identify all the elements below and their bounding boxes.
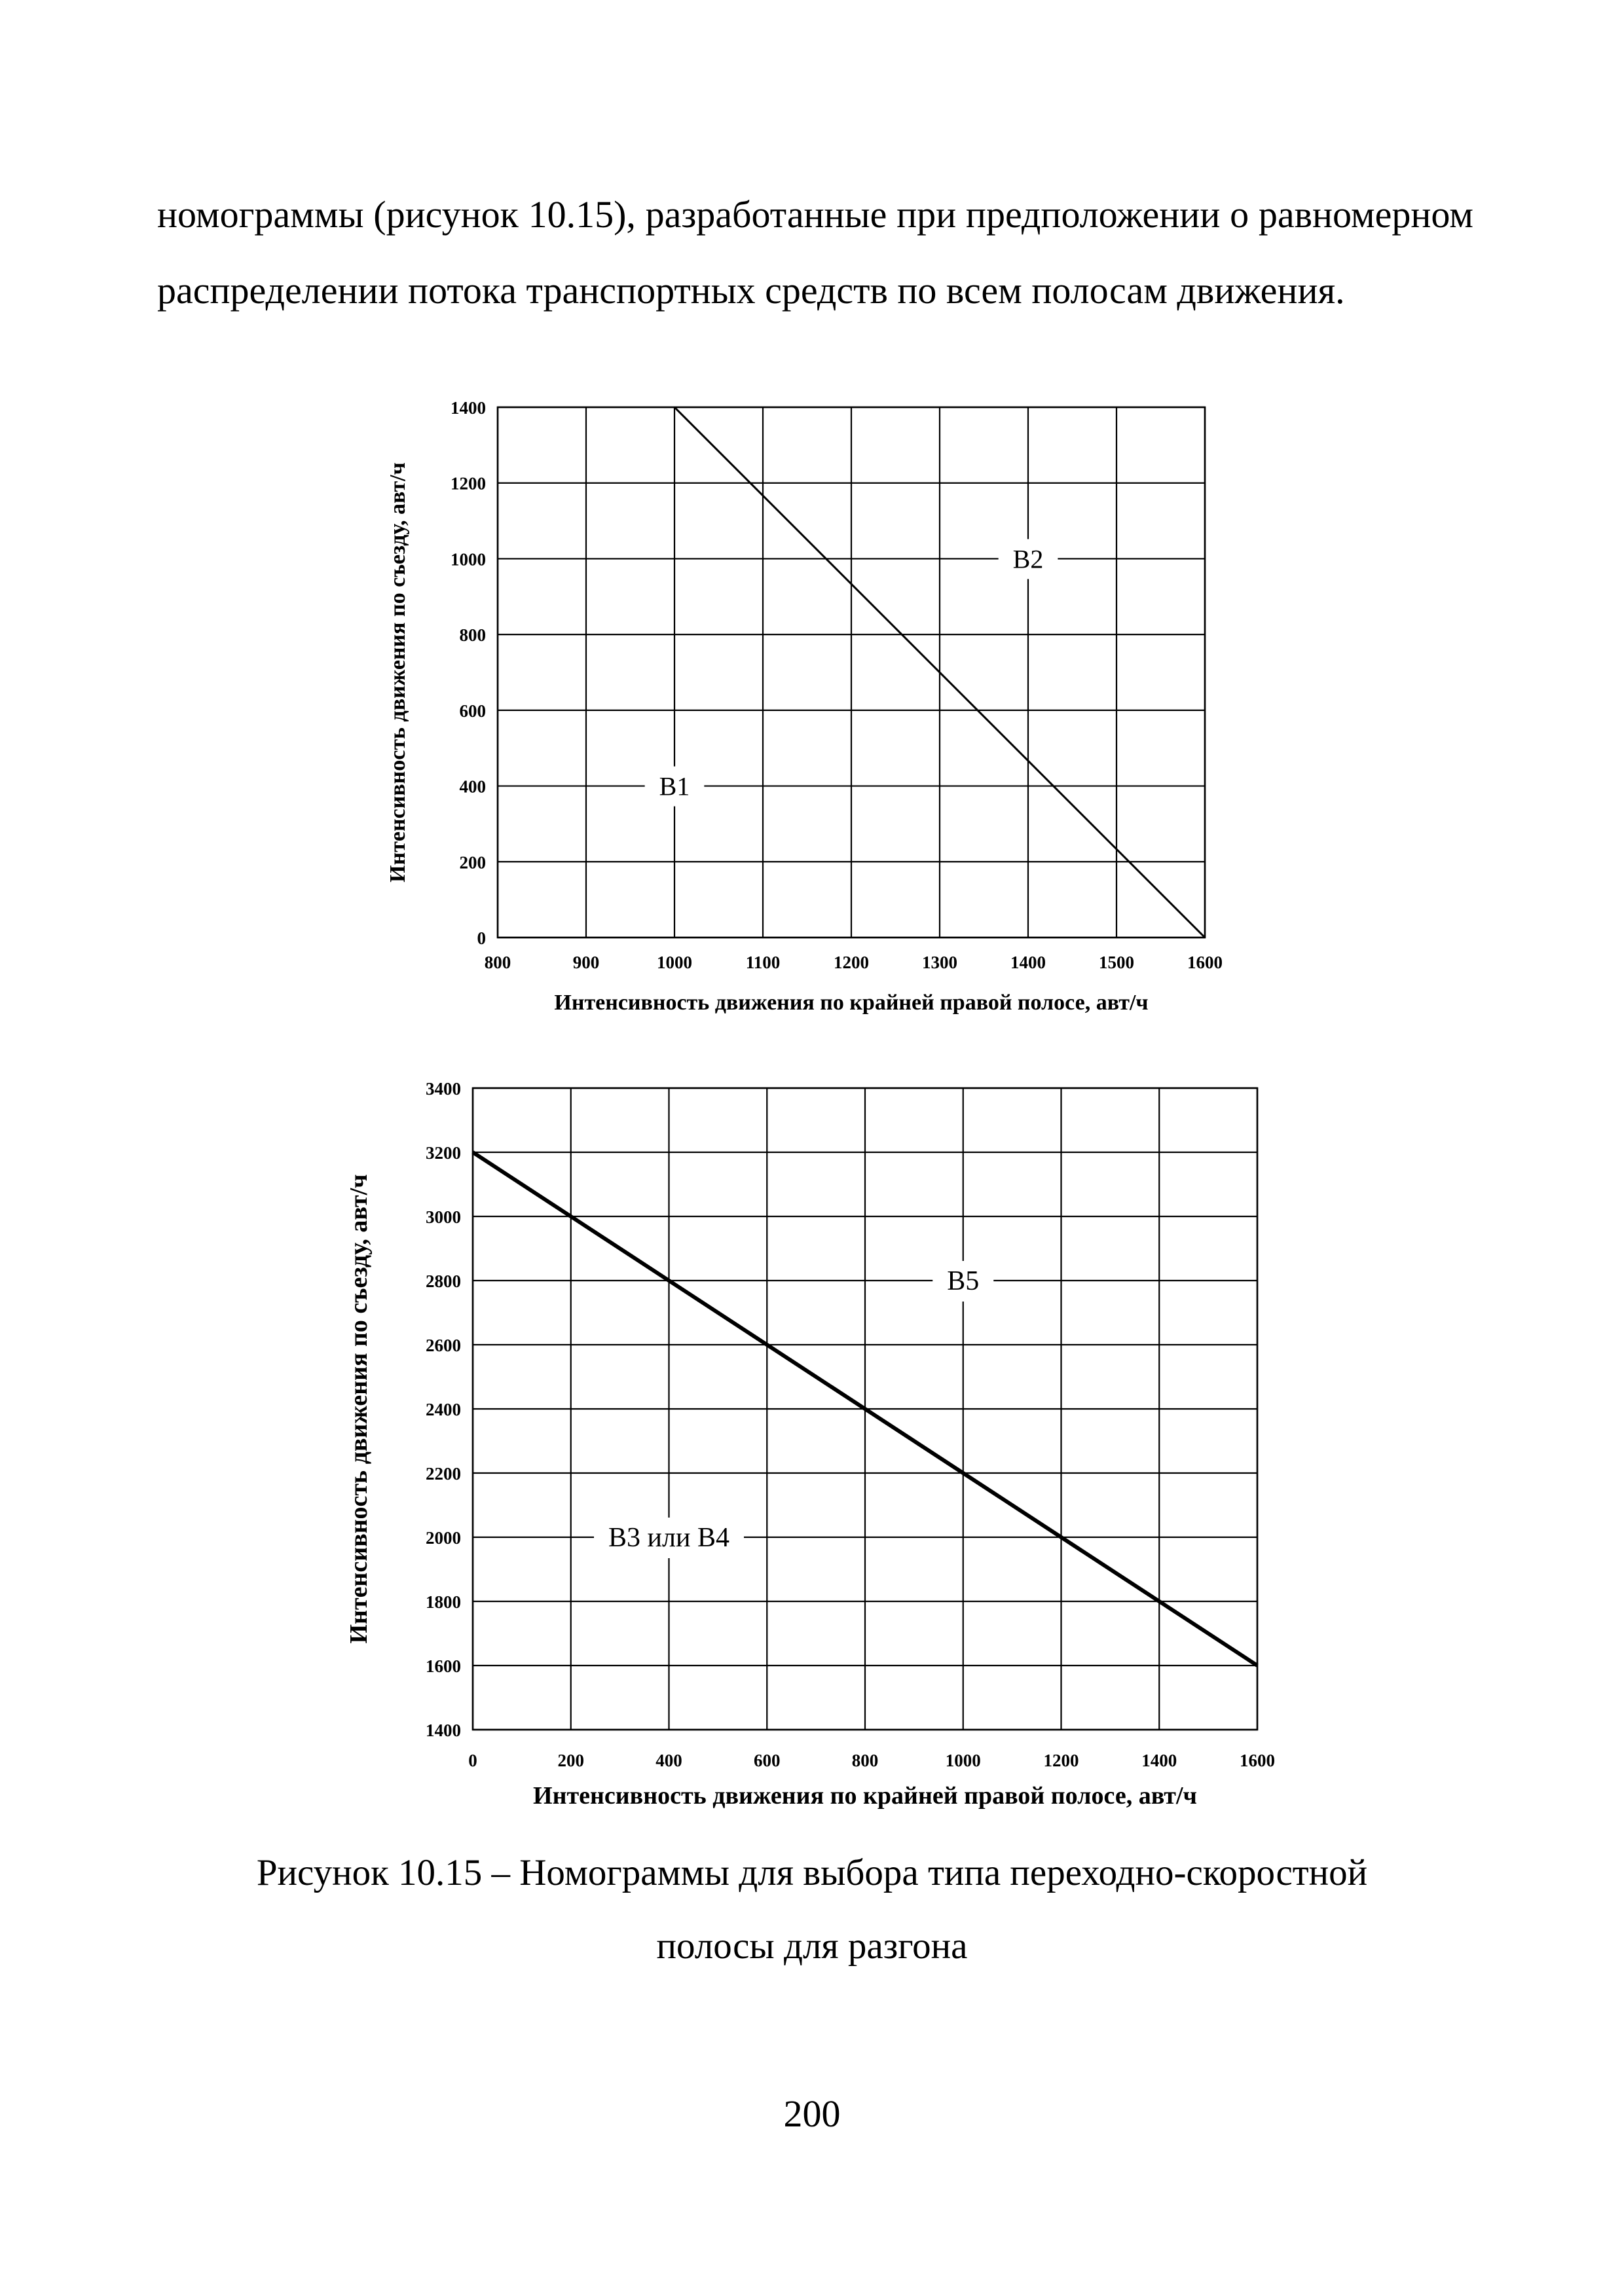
region-label: В2 xyxy=(1012,544,1044,574)
x-tick-label: 200 xyxy=(557,1751,584,1770)
region-label: В1 xyxy=(659,771,690,801)
y-tick-label: 2800 xyxy=(426,1271,461,1291)
x-tick-label: 1200 xyxy=(834,953,869,972)
y-tick-label: 800 xyxy=(459,625,486,646)
page-number: 200 xyxy=(783,2092,841,2135)
nomogram-chart-2 xyxy=(327,1067,1336,1846)
x-tick-label: 400 xyxy=(655,1751,682,1770)
y-tick-label: 2200 xyxy=(426,1464,461,1484)
y-tick-label: 2400 xyxy=(426,1400,461,1419)
y-tick-label: 1400 xyxy=(426,1721,461,1740)
x-tick-label: 1400 xyxy=(1010,953,1046,972)
x-tick-label: 800 xyxy=(484,953,511,972)
figure-caption xyxy=(157,1836,1467,1983)
region-label: В3 или В4 xyxy=(608,1523,729,1553)
x-tick-label: 600 xyxy=(754,1751,781,1770)
y-tick-label: 1000 xyxy=(451,549,486,570)
y-tick-label: 3400 xyxy=(426,1079,461,1099)
y-tick-label: 0 xyxy=(477,928,486,948)
caption-line-1: Рисунок 10.15 – Номограммы для выбора типа переходно-скоростной xyxy=(256,1852,1368,1893)
x-tick-label: 1400 xyxy=(1141,1751,1177,1770)
y-tick-label: 1200 xyxy=(451,473,486,494)
y-tick-label: 2600 xyxy=(426,1336,461,1355)
x-tick-label: 1300 xyxy=(922,953,957,972)
x-tick-label: 1600 xyxy=(1187,953,1223,972)
x-tick-label: 1000 xyxy=(945,1751,981,1770)
x-tick-label: 1100 xyxy=(745,953,781,972)
y-tick-label: 3200 xyxy=(426,1143,461,1163)
y-axis-label: Интенсивность движения по съезду, авт/ч xyxy=(345,1174,373,1644)
x-tick-label: 1000 xyxy=(657,953,692,972)
x-tick-label: 1500 xyxy=(1099,953,1134,972)
region-label: В5 xyxy=(947,1266,980,1296)
y-tick-label: 600 xyxy=(459,701,486,721)
x-tick-label: 1200 xyxy=(1043,1751,1079,1770)
x-tick-label: 1600 xyxy=(1240,1751,1275,1770)
y-tick-label: 1800 xyxy=(426,1592,461,1612)
y-tick-label: 2000 xyxy=(426,1528,461,1548)
body-paragraph: номограммы (рисунок 10.15), разработанные при предположении о равномерном распределении потока транспортных средств по всем полосам движения. xyxy=(157,193,1473,312)
y-tick-label: 1400 xyxy=(451,398,486,418)
y-axis-label: Интенсивность движения по съезду, авт/ч xyxy=(386,462,410,883)
y-tick-label: 200 xyxy=(459,852,486,873)
x-tick-label: 0 xyxy=(468,1751,477,1770)
nomogram-chart-1 xyxy=(354,386,1310,1041)
x-tick-label: 900 xyxy=(572,953,600,972)
y-tick-label: 400 xyxy=(459,776,486,797)
x-axis-label: Интенсивность движения по крайней правой полосе, авт/ч xyxy=(533,1782,1197,1810)
y-tick-label: 3000 xyxy=(426,1207,461,1227)
x-tick-label: 800 xyxy=(851,1751,879,1770)
caption-line-2: полосы для разгона xyxy=(656,1925,968,1967)
x-axis-label: Интенсивность движения по крайней правой полосе, авт/ч xyxy=(554,991,1149,1015)
y-tick-label: 1600 xyxy=(426,1656,461,1676)
